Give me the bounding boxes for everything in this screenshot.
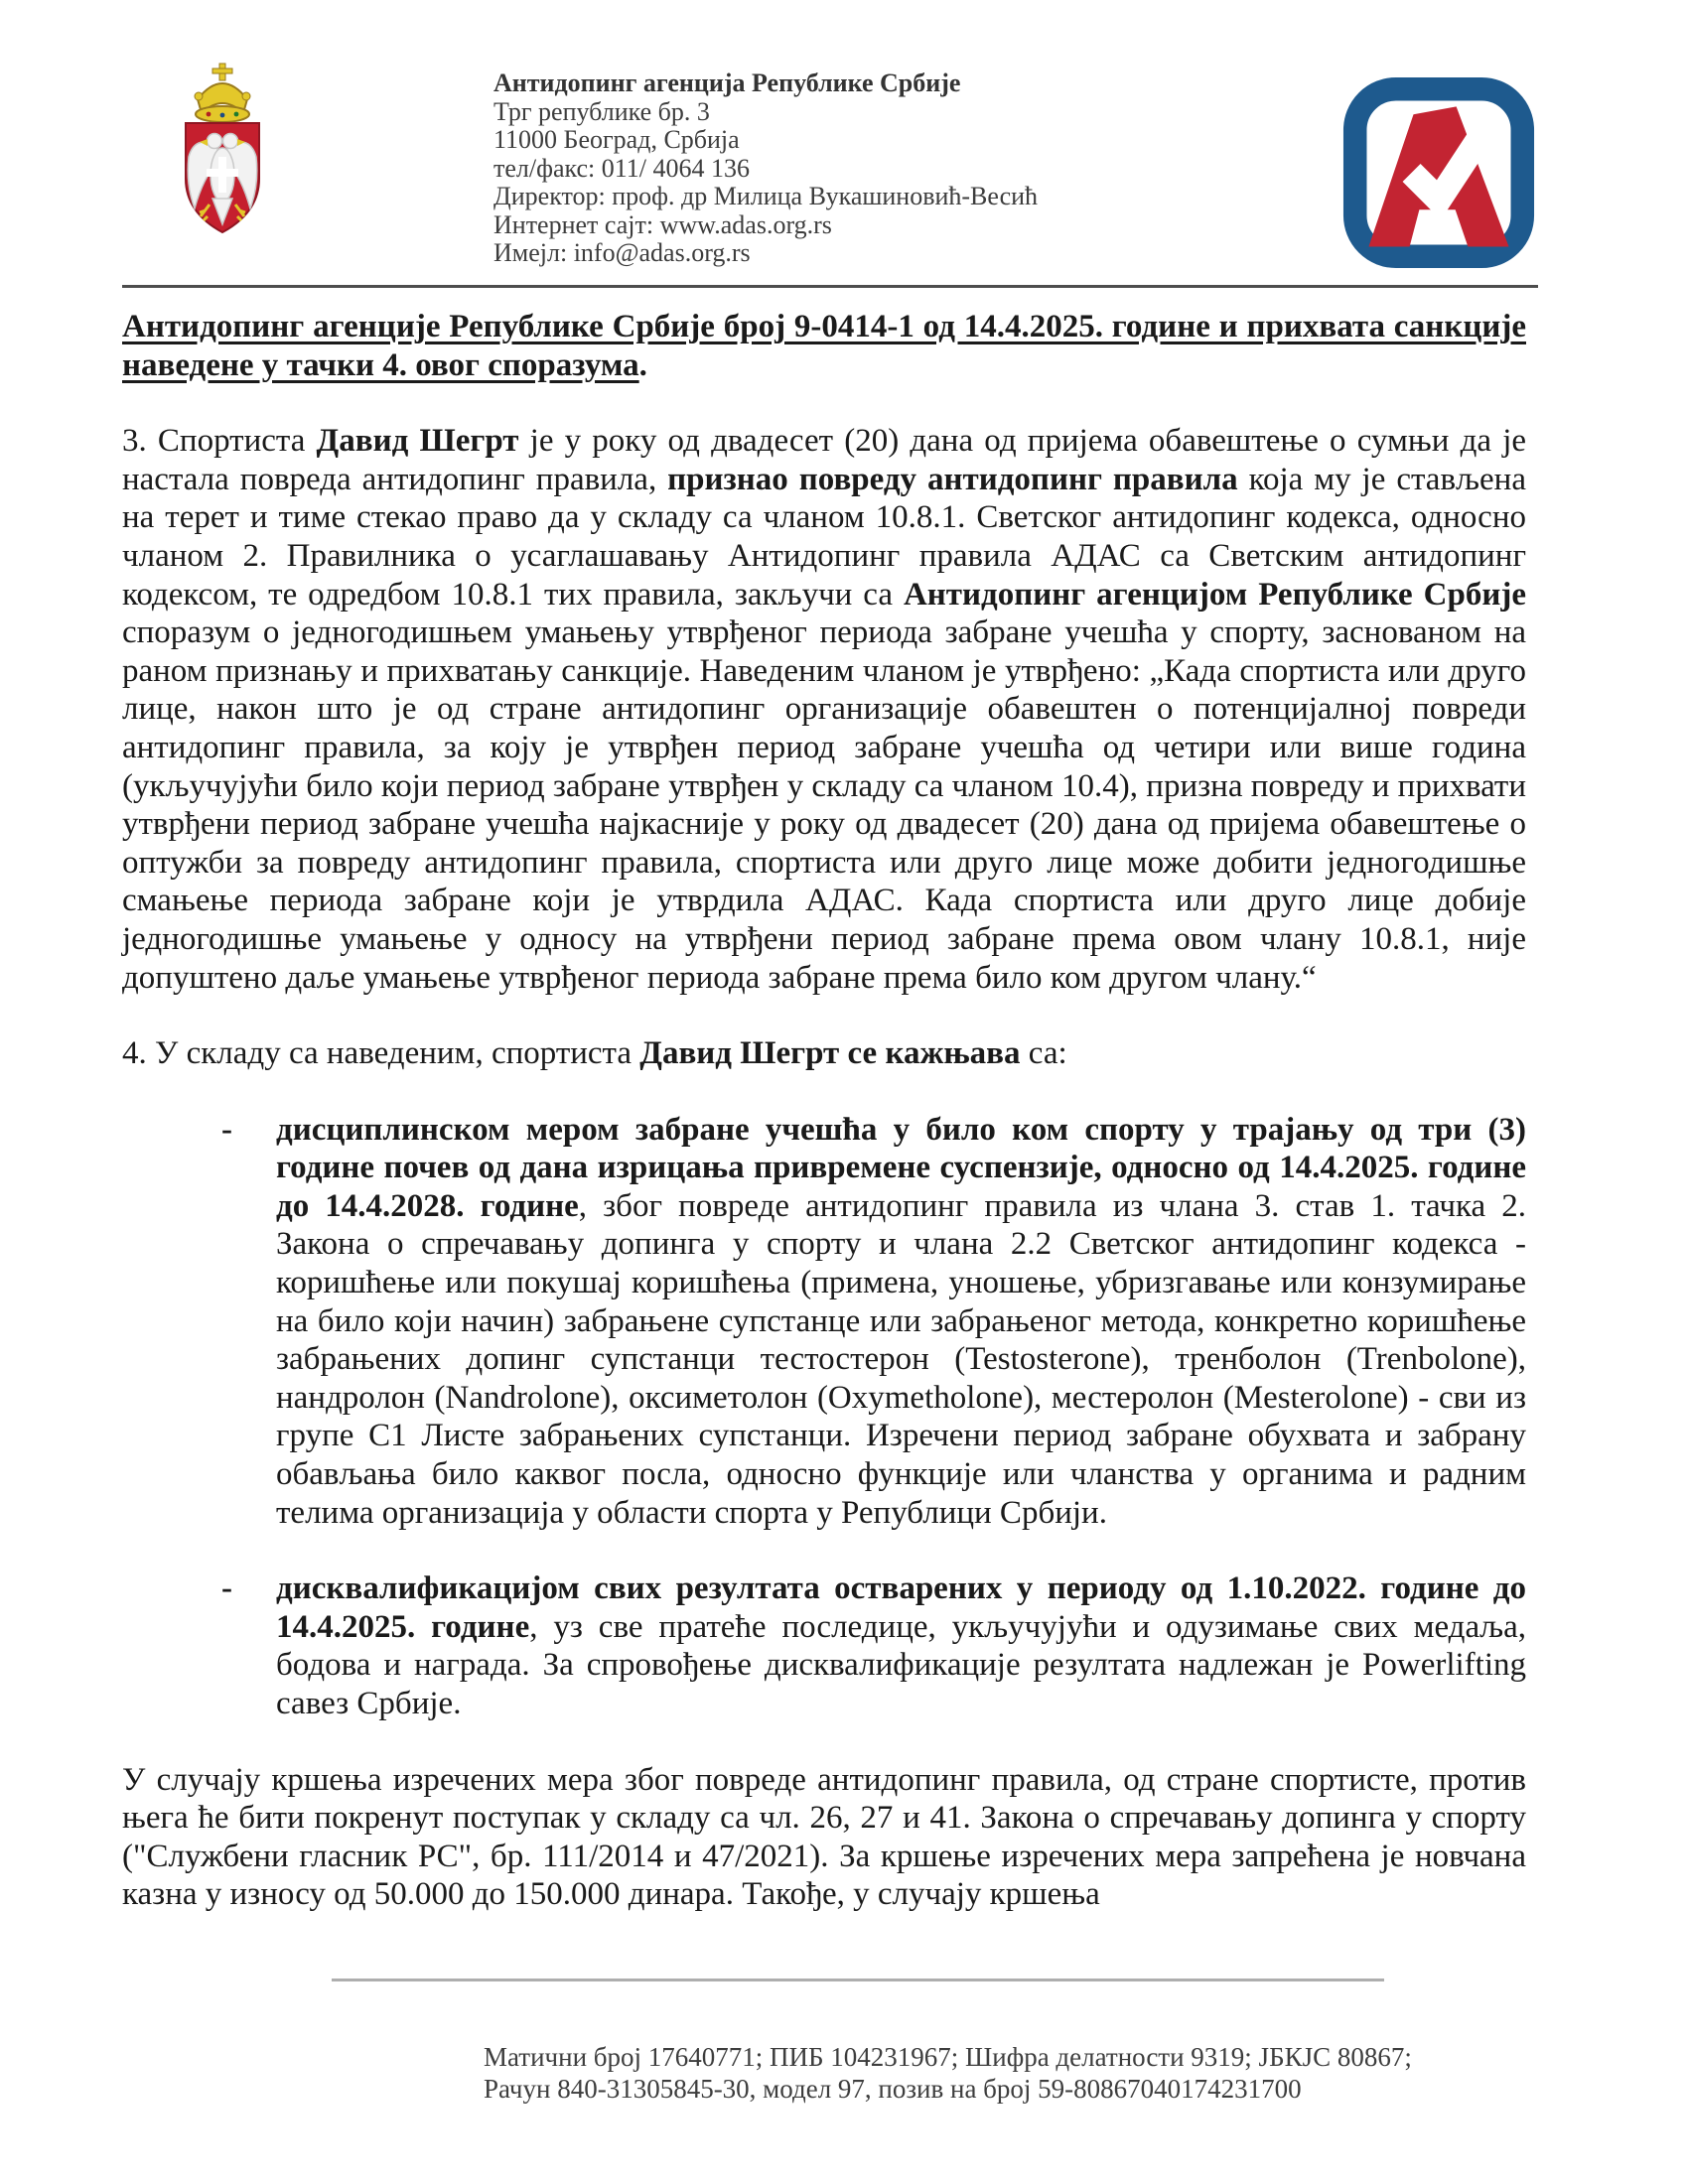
agency-website: Интернет сајт: www.adas.org.rs — [493, 209, 832, 239]
footer-divider — [332, 1979, 1384, 1981]
footer-registration-line: Матични број 17640771; ПИБ 104231967; Шифра делатности 9319; ЈБКЈС 80867; — [484, 2042, 1412, 2072]
sanction-item-text: дисциплинском мером забране учешћа у било ком спорту у трајању од три (3) године почев од дана изрицања привремене суспензије, односно од 14.4.2025. године до 14.4.2028. године, због повреде антидопинг правила из члана 3. став 1. тачка 2. Закона о спречавању допинга у спорту и члана 2.2 Светског антидопинг кодекса - коришћење или покушај коришћења (примена, уношење, убризгавање или конзумирање на било који начин) забрањене супстанце или забрањеног метода, конкретно коришћење забрањених допинг супстанци тестостерон (Testosterone), тренболон (Trenbolone), нандролон (Nandrolone), оксиметолон (Oxymetholone), местеролон (Mesterolone) - сви из групе С1 Листе забрањених супстанци. Изречени период забране обухвата и забрану обављања било каквог посла, односно функције или чланства у органима и радним телима организација у области спорта у Републици Србији. — [276, 1111, 1526, 1531]
agency-director: Директор: проф. др Милица Вукашиновић-Весић — [493, 182, 1039, 210]
serbia-coat-of-arms-icon — [162, 62, 283, 260]
paragraph-4: 4. У складу са наведеним, спортиста Давид Шегрт се кажњава са: — [122, 1035, 1067, 1072]
agency-email: Имејл: info@adas.org.rs — [493, 238, 751, 267]
document-body — [122, 308, 1526, 1952]
agency-name: Антидопинг агенција Републике Србије — [493, 68, 961, 97]
footer-registration-block — [484, 2041, 1477, 2105]
closing-paragraph: У случају кршења изречених мера због повреде антидопинг правила, од стране спортисте, против њега ће бити покренут поступак у складу са чл. 26, 27 и 41. Закона о спречавању допинга у спорту ("Службени гласник РС", бр. 111/2014 и 47/2021). За кршење изречених мера запрећена је новчана казна у износу од 50.000 до 150.000 динара. Такође, у случају кршења — [122, 1761, 1526, 1913]
sanction-item-text: дисквалификацијом свих резултата остварених у периоду од 1.10.2022. године до 14.4.2025. године, уз све пратеће последице, укључујући и одузимање свих медаља, бодова и награда. За спровођење дисквалификације резултата надлежан је Powerlifting савез Србије. — [276, 1570, 1526, 1721]
adas-logo-icon — [1341, 75, 1536, 270]
list-dash-marker: - — [221, 1570, 232, 1607]
sanction-item-suspension — [122, 1111, 1526, 1533]
letterhead-divider — [122, 285, 1538, 288]
agency-address-city: 11000 Београд, Србија — [493, 125, 740, 154]
footer-account-line: Рачун 840-31305845-30, модел 97, позив на број 59-80867040174231700 — [484, 2074, 1302, 2104]
letterhead-agency-block — [493, 69, 1248, 268]
paragraph-3: 3. Спортиста Давид Шегрт је у року од двадесет (20) дана од пријема обавештење о сумњи да је настала повреда антидопинг правила, признао повреду антидопинг правила која му је стављена на терет и тиме стекао право да у складу са чланом 10.8.1. Светског антидопинг кодекса, односно чланом 2. Правилника о усаглашавању Антидопинг правила АДАС са Светским антидопинг кодексом, те одредбом 10.8.1 тих правила, закључи са Антидопинг агенцијом Републике Србије споразум о једногодишњем умањењу утврђеног периода забране учешћа у спорту, заснованом на раном признању и прихватању санкције. Наведеним чланом је утврђено: „Када спортиста или друго лице, након што је од стране антидопинг организације обавештен о потенцијалној повреди антидопинг правила, за коју је утврђен период забране учешћа од четири или више година (укључујући било који период забране утврђен у складу са чланом 10.4), призна повреду и прихвати утврђени период забране учешћа најкасније у року од двадесет (20) дана од пријема обавештење о оптужби за повреду антидопинг правила, спортиста или друго лице може добити једногодишње смањење периода забране који је утврдила АДАС. Када спортиста или друго лице добије једногодишње умањење у односу на утврђени период забране према овом члану 10.8.1, није допуштено даље умањење утврђеног периода забране према било ком другом члану.“ — [122, 423, 1527, 996]
agency-phone: тел/факс: 011/ 4064 136 — [493, 153, 750, 183]
list-dash-marker: - — [221, 1111, 232, 1148]
sanction-item-disqualification — [122, 1570, 1526, 1722]
document-intro-paragraph: Антидопинг агенције Републике Србије број 9-0414-1 од 14.4.2025. године и прихвата санкције наведене у тачки 4. овог споразума. — [122, 309, 1526, 383]
agency-address-street: Трг републике бр. 3 — [493, 96, 710, 126]
